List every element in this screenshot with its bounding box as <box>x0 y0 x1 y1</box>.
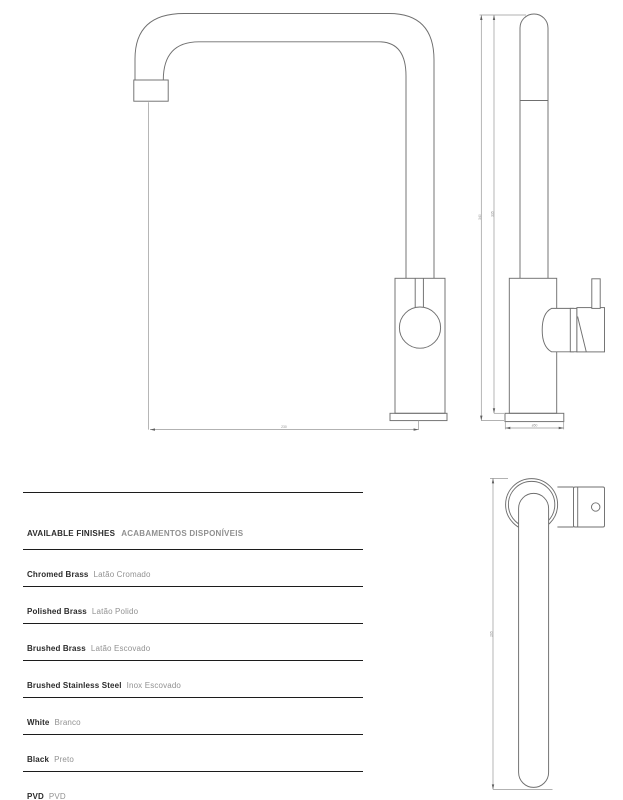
top-dim-arrow-bottom <box>492 784 494 789</box>
finish-name-pt: Inox Escovado <box>126 681 182 690</box>
front-dim-arrow-right <box>414 428 419 430</box>
side-height-inner-dim-label: 335 <box>490 211 495 217</box>
side-dim-arrow-outer-bottom <box>480 416 482 421</box>
front-spout-tip <box>134 80 168 101</box>
side-base-diameter-dim-label: ø50 <box>531 423 538 428</box>
finish-row-brushed-brass <box>23 624 363 661</box>
finish-row-black <box>23 735 363 772</box>
top-spout-capsule <box>519 493 549 787</box>
finish-name-pt: Preto <box>54 755 74 764</box>
side-riser-tube <box>520 14 548 278</box>
finish-name-pt: Latão Polido <box>91 607 139 616</box>
finish-row-brushed-stainless-steel <box>23 661 363 698</box>
side-dim-arrow-inner-bottom <box>493 408 495 413</box>
top-dim-arrow-top <box>492 478 494 483</box>
side-dim-arrow-inner-top <box>493 15 495 20</box>
finish-row-white <box>23 698 363 735</box>
side-view-drawing <box>505 14 605 422</box>
side-dim-arrow-outer-top <box>480 15 482 20</box>
front-base-flange <box>390 413 447 420</box>
finish-name-pt: Latão Cromado <box>93 570 151 579</box>
front-dim-arrow-left <box>150 428 155 430</box>
finishes-table <box>23 492 363 800</box>
front-dimension <box>149 102 419 431</box>
top-handle-connector <box>557 487 573 527</box>
front-spout-outer-outline <box>135 14 434 279</box>
finish-name-en: PVD <box>27 792 44 800</box>
finish-name-en: Polished Brass <box>27 607 87 616</box>
side-base-arrow-right <box>559 427 564 429</box>
finish-name-en: Chromed Brass <box>27 570 89 579</box>
side-handle-cam <box>542 308 573 351</box>
side-base-arrow-left <box>505 427 510 429</box>
finish-name-pt: PVD <box>48 792 66 800</box>
finish-name-en: White <box>27 718 50 727</box>
finishes-title-pt: ACABAMENTOS DISPONÍVEIS <box>121 529 244 538</box>
top-reach-dim-label: 265 <box>489 631 494 637</box>
finish-name-en: Brushed Brass <box>27 644 86 653</box>
finish-name-pt: Branco <box>54 718 81 727</box>
side-base-dimension <box>505 422 563 430</box>
side-handle-stick <box>592 279 600 309</box>
front-spout-inner-outline <box>163 42 406 278</box>
finish-name-en: Brushed Stainless Steel <box>27 681 122 690</box>
finish-row-pvd <box>23 772 363 800</box>
finishes-header-row <box>23 493 363 550</box>
side-view-dimensions <box>478 15 526 421</box>
top-view-drawing <box>506 479 605 788</box>
finishes-title-en: AVAILABLE FINISHES <box>27 529 116 538</box>
front-handle-joint-circle <box>399 307 440 348</box>
side-base-flange <box>505 413 564 421</box>
finish-name-en: Black <box>27 755 50 764</box>
side-height-total-dim-label: 340 <box>477 214 482 220</box>
front-view-drawing <box>134 14 447 421</box>
side-handle-ring <box>570 308 577 351</box>
front-projection-dim-label: 230 <box>281 424 287 429</box>
front-cartridge-lines <box>415 278 423 307</box>
finish-row-chromed-brass <box>23 550 363 587</box>
finish-row-polished-brass <box>23 587 363 624</box>
finish-name-pt: Latão Escovado <box>90 644 151 653</box>
